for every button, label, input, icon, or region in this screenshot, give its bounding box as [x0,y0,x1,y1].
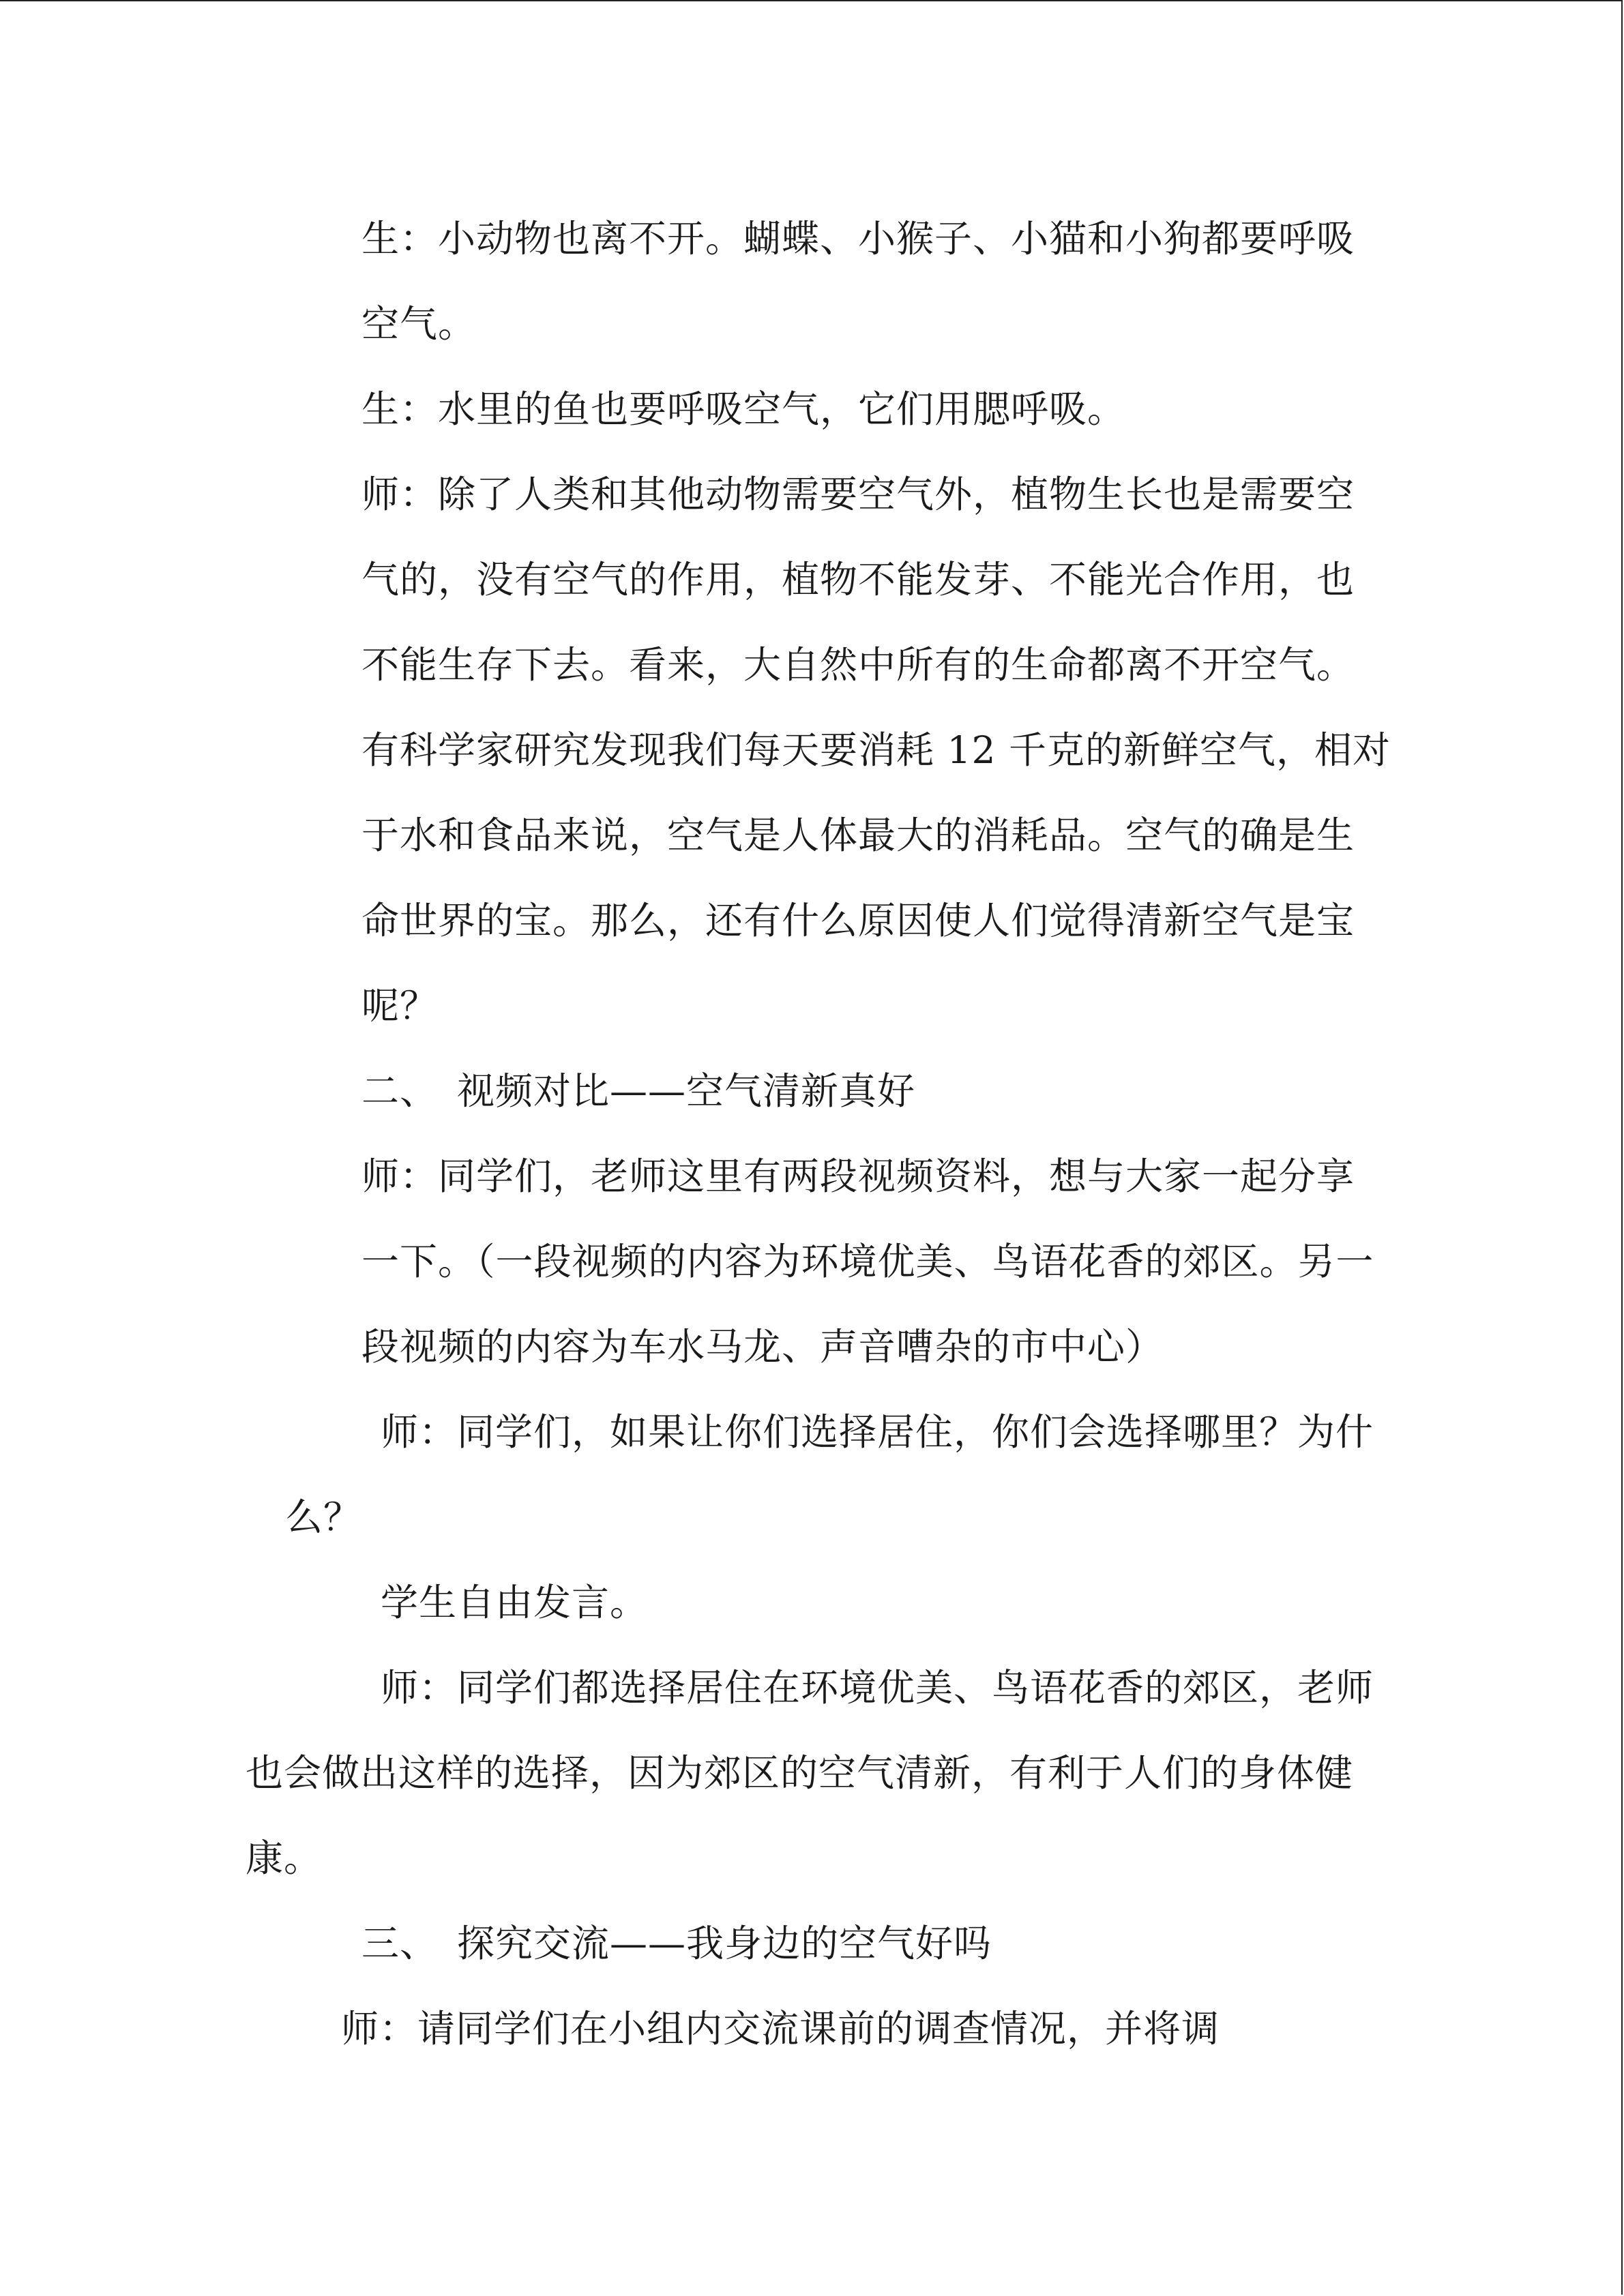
paragraph-line: 段视频的内容为车水马龙、声音嘈杂的市中心） [361,1325,1164,1369]
paragraph-line: 学生自由发言。 [381,1581,649,1624]
section-title: 探究交流——我身边的空气好吗 [457,1922,992,1965]
section-title: 视频对比——空气清新真好 [457,1069,916,1113]
paragraph-line: 师：同学们都选择居住在环境优美、鸟语花香的郊区，老师 [381,1666,1374,1710]
paragraph-line: 于水和食品来说，空气是人体最大的消耗品。空气的确是生 [361,814,1355,857]
paragraph-line: 命世界的宝。那么，还有什么原因使人们觉得清新空气是宝 [361,899,1355,942]
paragraph-line: 康。 [246,1836,323,1880]
paragraph-line: 师：同学们，如果让你们选择居住，你们会选择哪里？为什 [381,1410,1374,1454]
paragraph-line: 师：同学们，老师这里有两段视频资料，想与大家一起分享 [361,1154,1355,1198]
paragraph-line: 生：小动物也离不开。蝴蝶、小猴子、小猫和小狗都要呼吸 [361,217,1355,260]
paragraph-line: 也会做出这样的选择，因为郊区的空气清新，有利于人们的身体健 [246,1751,1354,1795]
paragraph-line: 一下。（一段视频的内容为环境优美、鸟语花香的郊区。另一 [361,1240,1374,1283]
section-number: 二、 [361,1069,439,1113]
paragraph-line: 么？ [285,1495,362,1539]
paragraph-line: 师：请同学们在小组内交流课前的调查情况，并将调 [341,2007,1220,2051]
section-heading [361,1067,915,1115]
paragraph-line: 不能生存下去。看来，大自然中所有的生命都离不开空气。 [361,643,1355,687]
paragraph-line: 师：除了人类和其他动物需要空气外，植物生长也是需要空 [361,473,1355,516]
paragraph-line: 气的，没有空气的作用，植物不能发芽、不能光合作用，也 [361,558,1355,601]
paragraph-line: 生：水里的鱼也要呼吸空气，它们用腮呼吸。 [361,387,1126,431]
paragraph-line: 呢？ [361,984,439,1028]
section-heading [361,1920,992,1967]
paragraph-line: 有科学家研究发现我们每天要消耗 12 千克的新鲜空气，相对 [361,728,1391,772]
section-number: 三、 [361,1922,439,1965]
paragraph-line: 空气。 [361,302,477,346]
